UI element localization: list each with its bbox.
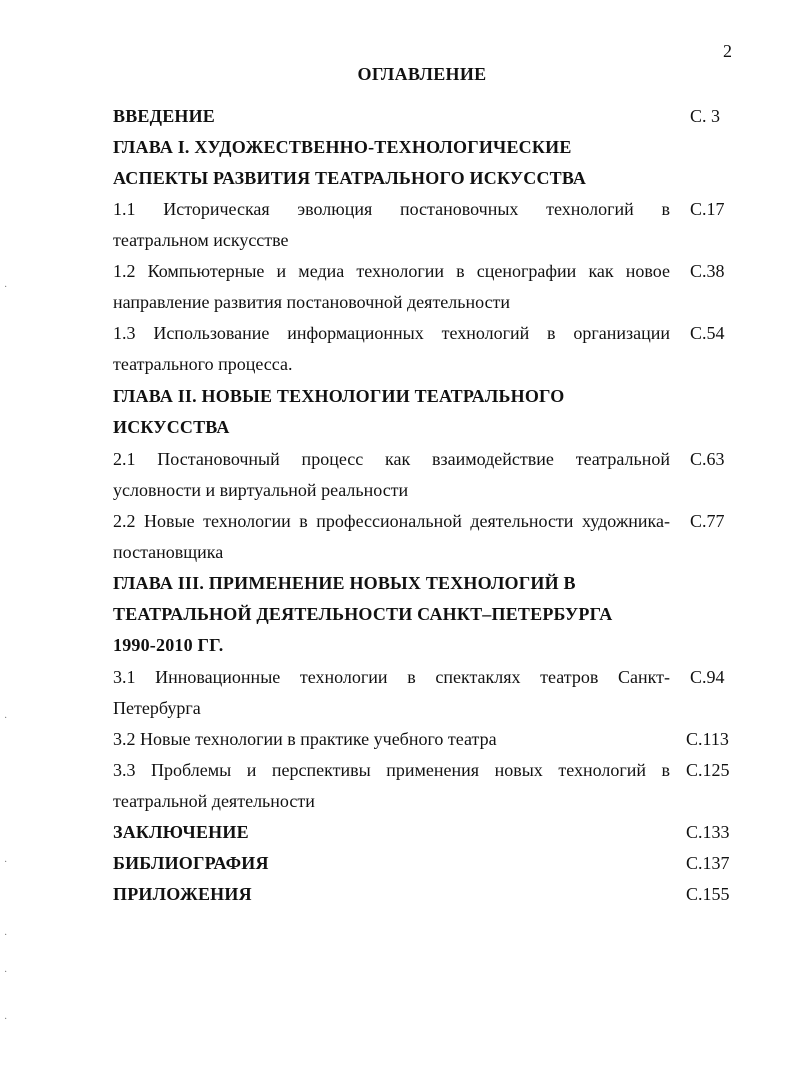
scan-speck: · (4, 1014, 8, 1025)
section-2-1-line1: 2.1 Постановочный процесс как взаимодействие театральной (113, 449, 670, 469)
section-3-1-line1: 3.1 Инновационные технологии в спектаклях театров Санкт- (113, 667, 670, 687)
section-3-1-line2: Петербурга (113, 698, 201, 718)
chapter-2-title-line1: ГЛАВА II. НОВЫЕ ТЕХНОЛОГИИ ТЕАТРАЛЬНОГО (113, 386, 565, 406)
scan-speck: · (4, 713, 8, 724)
section-3-1-page: С.94 (690, 667, 725, 687)
scan-speck: · (4, 967, 8, 978)
scan-speck: · (4, 857, 8, 868)
section-1-1-page: С.17 (690, 199, 725, 219)
section-3-3-line1: 3.3 Проблемы и перспективы применения новых технологий в (113, 760, 670, 780)
page-number: 2 (723, 41, 732, 61)
section-1-3-line2: театрального процесса. (113, 354, 293, 374)
section-3-2-line1: 3.2 Новые технологии в практике учебного театра (113, 729, 497, 749)
toc-intro-page: С. 3 (690, 106, 721, 126)
section-1-3-line1: 1.3 Использование информационных технологий в организации (113, 323, 670, 343)
section-2-2-line2: постановщика (113, 542, 224, 562)
toc-bibliography-title: БИБЛИОГРАФИЯ (113, 853, 269, 873)
section-2-2-line1: 2.2 Новые технологии в профессиональной деятельности художника- (113, 511, 670, 531)
toc-heading: ОГЛАВЛЕНИЕ (357, 64, 487, 84)
section-3-3-line2: театральной деятельности (113, 791, 315, 811)
section-3-3-page: С.125 (686, 760, 730, 780)
section-1-2-line2: направление развития постановочной деятельности (113, 292, 511, 312)
chapter-3-title-line3: 1990-2010 ГГ. (113, 635, 224, 655)
toc-bibliography-page: С.137 (686, 853, 730, 873)
toc-conclusion-page: С.133 (686, 822, 730, 842)
section-1-3-page: С.54 (690, 323, 725, 343)
chapter-2-title-line2: ИСКУССТВА (113, 417, 230, 437)
section-2-1-page: С.63 (690, 449, 725, 469)
toc-conclusion-title: ЗАКЛЮЧЕНИЕ (113, 822, 249, 842)
chapter-3-title-line2: ТЕАТРАЛЬНОЙ ДЕЯТЕЛЬНОСТИ САНКТ–ПЕТЕРБУРГА (113, 604, 613, 624)
toc-appendices-title: ПРИЛОЖЕНИЯ (113, 884, 252, 904)
toc-appendices-page: С.155 (686, 884, 730, 904)
chapter-3-title-line1: ГЛАВА III. ПРИМЕНЕНИЕ НОВЫХ ТЕХНОЛОГИЙ В (113, 573, 576, 593)
section-3-2-page: С.113 (686, 729, 729, 749)
scan-speck: · (4, 282, 8, 293)
section-2-1-line2: условности и виртуальной реальности (113, 480, 409, 500)
section-1-1-line1: 1.1 Историческая эволюция постановочных технологий в (113, 199, 670, 219)
section-2-2-page: С.77 (690, 511, 725, 531)
section-1-2-page: С.38 (690, 261, 725, 281)
chapter-1-title-line2: АСПЕКТЫ РАЗВИТИЯ ТЕАТРАЛЬНОГО ИСКУССТВА (113, 168, 587, 188)
section-1-2-line1: 1.2 Компьютерные и медиа технологии в сценографии как новое (113, 261, 670, 281)
section-1-1-line2: театральном искусстве (113, 230, 289, 250)
toc-intro-title: ВВЕДЕНИЕ (113, 106, 216, 126)
scan-speck: · (4, 930, 8, 941)
chapter-1-title-line1: ГЛАВА I. ХУДОЖЕСТВЕННО-ТЕХНОЛОГИЧЕСКИЕ (113, 137, 572, 157)
